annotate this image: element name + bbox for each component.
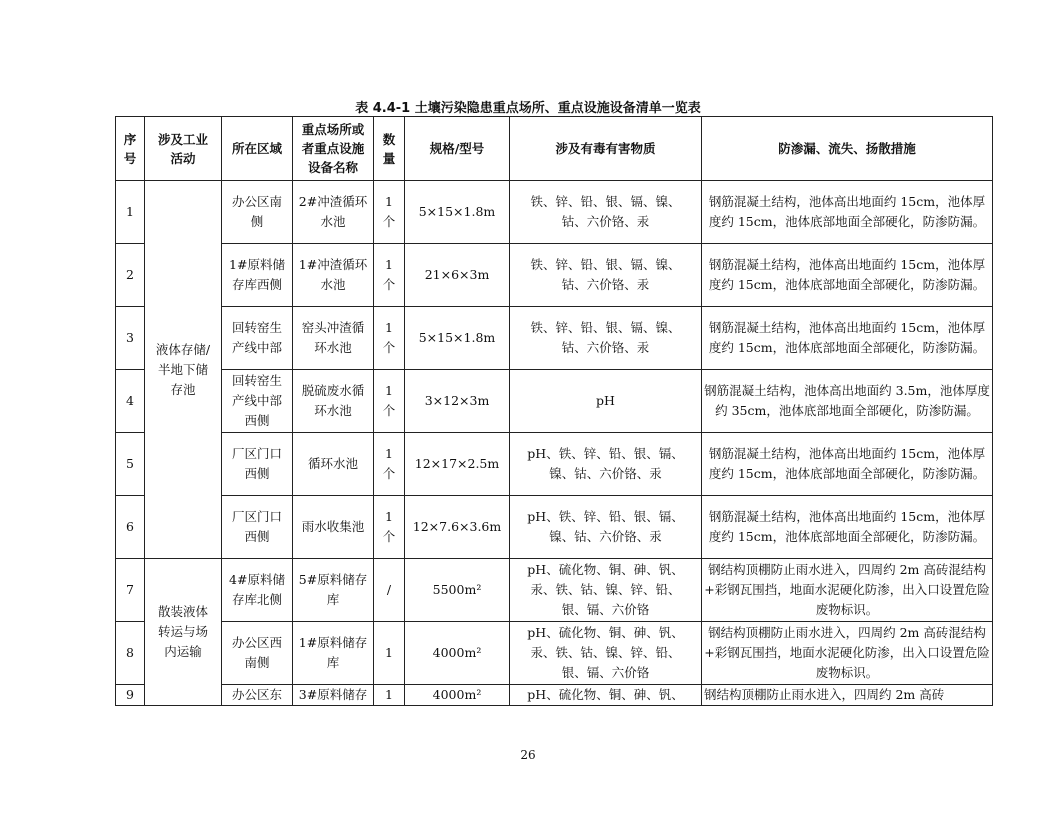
facility-table [115,116,993,706]
table-row [116,559,993,622]
cell-activity-group: 液体存储/ 半地下储 存池 [145,181,222,559]
cell-facility: 1#冲渣循环 水池 [293,244,374,307]
cell-measure: 钢筋混凝土结构，池体高出地面约 15cm，池体厚度约 15cm，池体底部地面全部硬化，防渗防漏。 [702,307,993,370]
cell-substance: pH、硫化物、铜、砷、钒、 汞、铁、钴、镍、锌、铅、 银、镉、六价铬 [510,622,702,685]
table-row [116,181,993,244]
cell-seq: 3 [116,307,145,370]
cell-qty: 1 个 [374,307,405,370]
cell-facility: 窑头冲渣循 环水池 [293,307,374,370]
cell-substance: pH [510,370,702,433]
page-number: 26 [520,748,536,762]
cell-measure: 钢结构顶棚防止雨水进入，四周约 2m 高砖混结构+彩钢瓦围挡，地面水泥硬化防渗，出入口设置危险废物标识。 [702,559,993,622]
header-measure: 防渗漏、流失、扬散措施 [702,117,993,181]
cell-measure: 钢筋混凝土结构，池体高出地面约 15cm，池体厚度约 15cm，池体底部地面全部硬化，防渗防漏。 [702,433,993,496]
header-facility: 重点场所或 者重点设施 设备名称 [293,117,374,181]
cell-substance: 铁、锌、铅、银、镉、镍、 钴、六价铬、汞 [510,181,702,244]
cell-substance: pH、铁、锌、铅、银、镉、 镍、钴、六价铬、汞 [510,433,702,496]
cell-measure: 钢结构顶棚防止雨水进入，四周约 2m 高砖混结构+彩钢瓦围挡，地面水泥硬化防渗，出入口设置危险废物标识。 [702,622,993,685]
cell-area: 办公区东 [222,685,293,706]
table-row [116,622,993,685]
cell-spec: 5×15×1.8m [405,307,510,370]
cell-spec: 4000m² [405,685,510,706]
cell-activity-group: 散装液体 转运与场 内运输 [145,559,222,706]
cell-measure: 钢筋混凝土结构，池体高出地面约 15cm，池体厚度约 15cm，池体底部地面全部硬化，防渗防漏。 [702,244,993,307]
cell-measure: 钢筋混凝土结构，池体高出地面约 15cm，池体厚度约 15cm，池体底部地面全部硬化，防渗防漏。 [702,496,993,559]
cell-substance: 铁、锌、铅、银、镉、镍、 钴、六价铬、汞 [510,244,702,307]
cell-facility: 雨水收集池 [293,496,374,559]
cell-area: 4#原料储 存库北侧 [222,559,293,622]
cell-qty: 1 个 [374,244,405,307]
cell-substance: 铁、锌、铅、银、镉、镍、 钴、六价铬、汞 [510,307,702,370]
table-row [116,496,993,559]
cell-seq: 6 [116,496,145,559]
cell-facility: 5#原料储存 库 [293,559,374,622]
cell-seq: 1 [116,181,145,244]
cell-area: 厂区门口 西侧 [222,496,293,559]
cell-area: 回转窑生 产线中部 [222,307,293,370]
cell-facility: 循环水池 [293,433,374,496]
cell-qty: 1 [374,622,405,685]
cell-qty: 1 个 [374,181,405,244]
cell-spec: 3×12×3m [405,370,510,433]
cell-measure: 钢结构顶棚防止雨水进入，四周约 2m 高砖 [702,685,993,706]
cell-area: 1#原料储 存库西侧 [222,244,293,307]
header-activity: 涉及工业 活动 [145,117,222,181]
cell-spec: 12×17×2.5m [405,433,510,496]
cell-area: 回转窑生 产线中部 西侧 [222,370,293,433]
cell-qty: / [374,559,405,622]
header-seq: 序 号 [116,117,145,181]
cell-measure: 钢筋混凝土结构，池体高出地面约 15cm，池体厚度约 15cm，池体底部地面全部硬化，防渗防漏。 [702,181,993,244]
cell-facility: 脱硫废水循 环水池 [293,370,374,433]
table-row [116,370,993,433]
header-spec: 规格/型号 [405,117,510,181]
table-row [116,244,993,307]
header-substance: 涉及有毒有害物质 [510,117,702,181]
cell-facility: 2#冲渣循环 水池 [293,181,374,244]
header-row [116,117,993,181]
table-row [116,307,993,370]
cell-seq: 9 [116,685,145,706]
cell-qty: 1 [374,685,405,706]
cell-facility: 3#原料储存 [293,685,374,706]
cell-qty: 1 个 [374,370,405,433]
header-area: 所在区域 [222,117,293,181]
table-row [116,433,993,496]
cell-spec: 12×7.6×3.6m [405,496,510,559]
cell-area: 办公区南 侧 [222,181,293,244]
table-title: 表 4.4-1 土壤污染隐患重点场所、重点设施设备清单一览表 [355,101,701,116]
cell-substance: pH、铁、锌、铅、银、镉、 镍、钴、六价铬、汞 [510,496,702,559]
cell-area: 厂区门口 西侧 [222,433,293,496]
cell-spec: 5500m² [405,559,510,622]
cell-facility: 1#原料储存 库 [293,622,374,685]
cell-seq: 2 [116,244,145,307]
cell-qty: 1 个 [374,496,405,559]
table-row [116,685,993,706]
cell-measure: 钢筋混凝土结构，池体高出地面约 3.5m，池体厚度约 35cm，池体底部地面全部硬化，防渗防漏。 [702,370,993,433]
cell-substance: pH、硫化物、铜、砷、钒、 [510,685,702,706]
cell-spec: 5×15×1.8m [405,181,510,244]
header-qty: 数 量 [374,117,405,181]
cell-seq: 8 [116,622,145,685]
cell-spec: 4000m² [405,622,510,685]
cell-qty: 1 个 [374,433,405,496]
cell-seq: 7 [116,559,145,622]
cell-substance: pH、硫化物、铜、砷、钒、 汞、铁、钴、镍、锌、铅、 银、镉、六价铬 [510,559,702,622]
cell-area: 办公区西 南侧 [222,622,293,685]
cell-spec: 21×6×3m [405,244,510,307]
cell-seq: 4 [116,370,145,433]
cell-seq: 5 [116,433,145,496]
